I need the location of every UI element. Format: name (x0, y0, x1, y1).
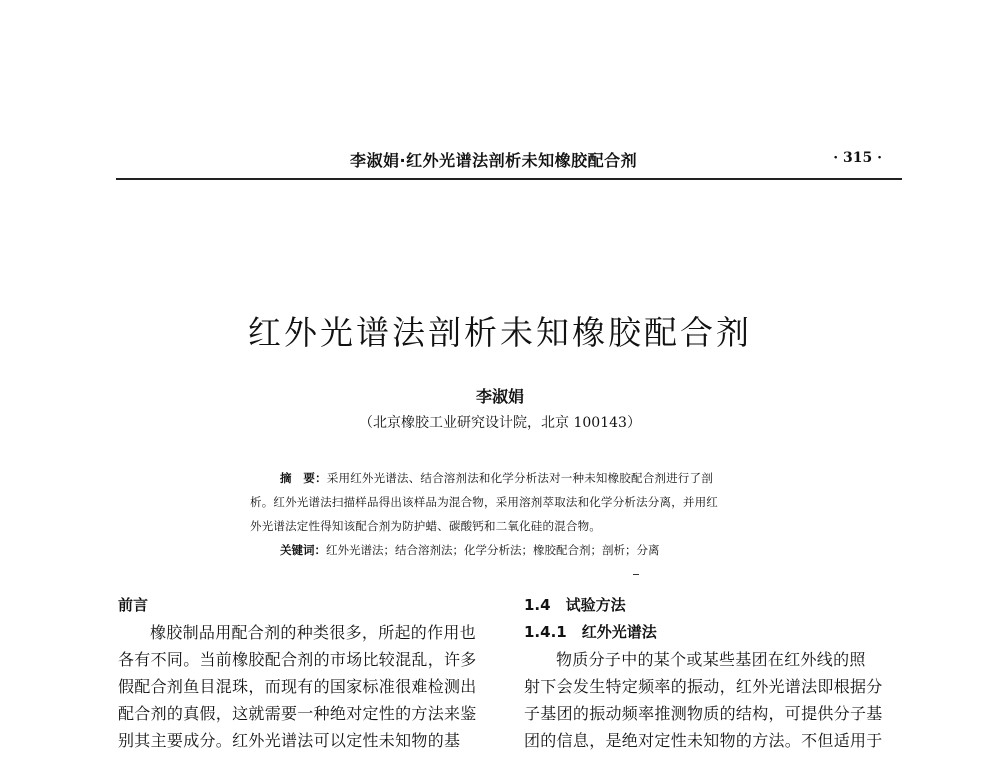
body-line: 配合剂的真假，这就需要一种绝对定性的方法来鉴 (118, 704, 477, 723)
abstract-line: 外光谱法定性得知该配合剂为防护蜡、碳酸钙和二氧化硅的混合物。 (250, 519, 601, 533)
body-line: 物质分子中的某个或某些基团在红外线的照 (556, 650, 866, 669)
abstract (250, 466, 770, 538)
section-heading: 1.4 试验方法 (524, 596, 626, 614)
keywords-text: 红外光谱法；结合溶剂法；化学分析法；橡胶配合剂；剖析；分离 (326, 543, 660, 557)
abstract-label: 摘 要： (280, 471, 327, 485)
body-line: 橡胶制品用配合剂的种类很多，所起的作用也 (150, 623, 477, 642)
keywords-label: 关键词： (280, 543, 326, 557)
keywords (280, 538, 770, 562)
header-rule (116, 178, 902, 180)
separator-mark (633, 574, 639, 575)
subsection-heading: 1.4.1 红外光谱法 (524, 623, 657, 641)
running-header (118, 148, 900, 174)
body-line: 各有不同。当前橡胶配合剂的市场比较混乱，许多 (118, 650, 477, 669)
section-heading: 前言 (118, 596, 149, 614)
author-affiliation: （北京橡胶工业研究设计院，北京 100143） (359, 415, 641, 431)
right-column (524, 592, 904, 754)
running-title: 李淑娟·红外光谱法剖析未知橡胶配合剂 (350, 151, 638, 170)
page-number: · 315 · (833, 150, 882, 166)
left-column (118, 592, 498, 754)
abstract-line: 析。红外光谱法扫描样品得出该样品为混合物，采用溶剂萃取法和化学分析法分离，并用红 (250, 495, 718, 509)
paper-title: 红外光谱法剖析未知橡胶配合剂 (248, 313, 752, 353)
body-line: 射下会发生特定频率的振动，红外光谱法即根据分 (524, 677, 883, 696)
body-line: 子基团的振动频率推测物质的结构，可提供分子基 (524, 704, 883, 723)
body-line: 别其主要成分。红外光谱法可以定性未知物的基 (118, 731, 461, 750)
body-line: 团的信息，是绝对定性未知物的方法。不但适用于 (524, 731, 883, 750)
author-name: 李淑娟 (475, 387, 524, 406)
abstract-line: 采用红外光谱法、结合溶剂法和化学分析法对一种未知橡胶配合剂进行了剖 (326, 471, 713, 485)
body-line: 假配合剂鱼目混珠，而现有的国家标准很难检测出 (118, 677, 477, 696)
